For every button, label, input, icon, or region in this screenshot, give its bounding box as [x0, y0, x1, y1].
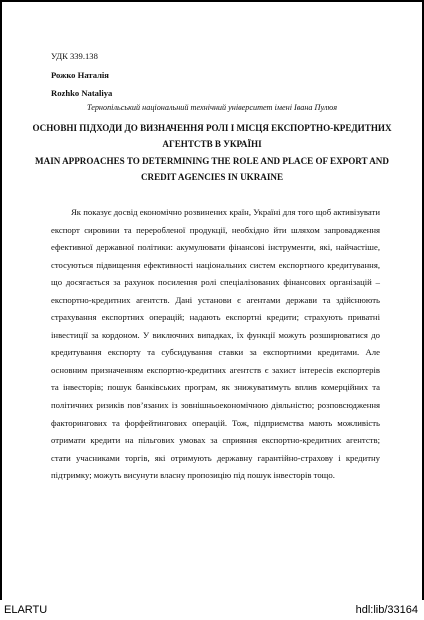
author-name-ua: Рожко Наталія — [51, 70, 109, 80]
affiliation: Тернопільський національний технічний університет імені Івана Пулюя — [86, 103, 338, 112]
document-page — [4, 4, 420, 600]
author-name-en: Rozhko Nataliya — [51, 88, 113, 98]
footer-bar — [0, 600, 424, 620]
handle-link[interactable]: hdl:lib/33164 — [355, 604, 418, 616]
title-english: MAIN APPROACHES TO DETERMINING THE ROLE AND PLACE OF EXPORT AND CREDIT AGENCIES IN UKRAINE — [35, 156, 389, 182]
repository-label: ELARTU — [4, 604, 48, 616]
body-paragraph: Як показує досвід економічно розвинених країн, Україні для того щоб активізувати експорт сировини та переробленої продукції, необхідно йти шляхом запровадження ефективної державної політики: акумулювати фінансові інструменти, які, найчастіше, стосуються підвищення ефективності національних систем експортного кредитування, що досягається за рахунок посилення ролі спеціалізованих фінансових організацій – експортно-кредитних агентств. Дані установи є агентами держави та здійснюють страхування експортних операцій; надають експортні кредити; страхують приватні інвестиції за кордоном. У виключних випадках, їх функції можуть розширюватися до кредитування експорту та субсидування ставки за експортними кредитами. Але основним призначенням експортно-кредитних агентств є захист інтересів експортерів та інвесторів; пошук банківських програм, як знижуватимуть вплив комерційних та політичних ризиків пов’язаних із зовнішньоекономічною діяльністю; розповсюдження факторингових та форфейтингових операцій. Тож, підприємства мають можливість отримати кредити на пільгових умовах за сприяння експортно-кредитних агентств; стати учасниками торгів, які отримують державну гарантійно-страхову і кредитну підтримку; можуть висунути власну пропозицію під пошук інвесторів тощо. — [51, 207, 380, 481]
udc-code: УДК 339.138 — [51, 51, 98, 61]
title-ukrainian: ОСНОВНІ ПІДХОДИ ДО ВИЗНАЧЕННЯ РОЛІ І МІСЦЯ ЕКСПОРТНО-КРЕДИТНИХ АГЕНТСТВ В УКРАЇНІ — [32, 123, 392, 149]
